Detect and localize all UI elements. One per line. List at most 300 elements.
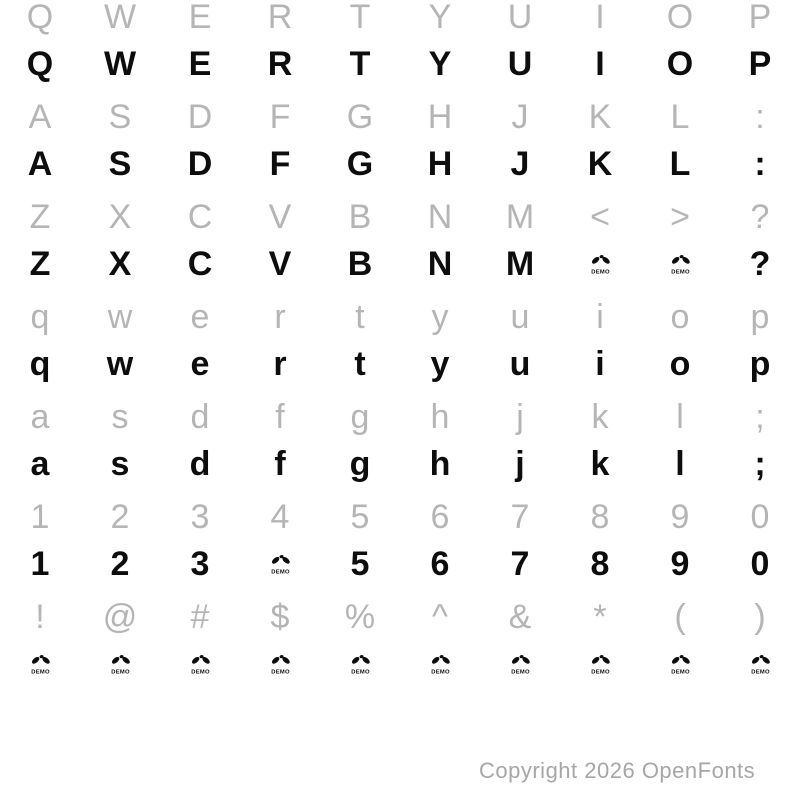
glyph-char: 3: [190, 545, 210, 583]
glyph-row-light: [0, 200, 800, 234]
glyph-cell: [0, 300, 80, 334]
glyph-char: %: [344, 598, 376, 636]
glyph-cell: [80, 534, 160, 600]
glyph-char: r: [274, 298, 286, 336]
demo-glyph-label: DEMO: [670, 268, 690, 275]
glyph-char: 2: [110, 498, 130, 536]
glyph-cell: [240, 600, 320, 634]
glyph-cell: [400, 34, 480, 100]
glyph-cell: [160, 100, 240, 134]
demo-glyph-label: DEMO: [350, 668, 370, 675]
glyph-cell: [400, 434, 480, 500]
demo-glyph-label: DEMO: [270, 568, 290, 575]
glyph-cell: [240, 234, 320, 300]
glyph-char: L: [670, 98, 690, 136]
glyph-cell: [320, 500, 400, 534]
glyph-cell: [80, 500, 160, 534]
glyph-cell: [160, 434, 240, 500]
demo-glyph-icon: [669, 653, 692, 676]
glyph-cell: [480, 0, 560, 34]
glyph-cell: [0, 500, 80, 534]
glyph-cell: [640, 634, 720, 700]
glyph-char: Q: [26, 0, 54, 36]
glyph-char: 1: [30, 545, 50, 583]
glyph-cell: [320, 234, 400, 300]
glyph-cell: [560, 0, 640, 34]
glyph-char: ): [754, 598, 766, 636]
glyph-char: 0: [750, 498, 770, 536]
glyph-cell: [320, 400, 400, 434]
glyph-cell: [480, 34, 560, 100]
glyph-char: *: [593, 598, 607, 636]
glyph-char: e: [190, 298, 210, 336]
glyph-cell: [720, 534, 800, 600]
glyph-cell: [80, 34, 160, 100]
glyph-cell: [640, 234, 720, 300]
glyph-char: a: [30, 398, 50, 436]
glyph-cell: [640, 500, 720, 534]
demo-glyph-label: DEMO: [670, 668, 690, 675]
glyph-char: 3: [190, 498, 210, 536]
glyph-cell: [720, 34, 800, 100]
glyph-cell: [560, 100, 640, 134]
glyph-cell: [560, 400, 640, 434]
glyph-cell: [80, 300, 160, 334]
glyph-cell: [560, 500, 640, 534]
glyph-char: (: [674, 598, 686, 636]
glyph-cell: [640, 34, 720, 100]
glyph-char: 2: [110, 545, 130, 583]
glyph-cell: [240, 100, 320, 134]
glyph-char: O: [666, 45, 694, 83]
glyph-cell: [320, 134, 400, 200]
glyph-cell: [400, 234, 480, 300]
glyph-cell: [160, 600, 240, 634]
glyph-char: g: [349, 445, 371, 483]
glyph-char: I: [595, 45, 605, 83]
glyph-char: X: [108, 245, 132, 283]
demo-glyph-label: DEMO: [430, 668, 450, 675]
glyph-cell: [0, 534, 80, 600]
glyph-char: B: [347, 245, 373, 283]
glyph-cell: [480, 134, 560, 200]
glyph-row-bold: [0, 334, 800, 400]
glyph-char: ?: [749, 245, 771, 283]
glyph-row-bold: [0, 434, 800, 500]
glyph-cell: [480, 200, 560, 234]
glyph-cell: [80, 334, 160, 400]
glyph-cell: [240, 634, 320, 700]
demo-glyph-icon: [669, 253, 692, 276]
glyph-char: T: [349, 0, 371, 36]
glyph-cell: [480, 100, 560, 134]
glyph-char: 5: [350, 498, 370, 536]
glyph-row-light: [0, 500, 800, 534]
glyph-cell: [160, 200, 240, 234]
glyph-cell: [160, 34, 240, 100]
glyph-cell: [160, 634, 240, 700]
glyph-cell: [720, 134, 800, 200]
glyph-char: g: [350, 398, 370, 436]
glyph-cell: [240, 434, 320, 500]
glyph-cell: [720, 100, 800, 134]
glyph-cell: [480, 334, 560, 400]
demo-glyph-icon: [589, 653, 612, 676]
glyph-char: A: [28, 98, 52, 136]
glyph-cell: [560, 134, 640, 200]
glyph-char: t: [355, 298, 365, 336]
glyph-char: >: [670, 198, 690, 236]
glyph-cell: [560, 300, 640, 334]
glyph-char: i: [595, 345, 605, 383]
glyph-char: R: [267, 0, 293, 36]
glyph-char: d: [189, 445, 211, 483]
glyph-cell: [560, 534, 640, 600]
glyph-char: V: [268, 245, 292, 283]
demo-glyph-icon: [749, 653, 772, 676]
glyph-cell: [240, 500, 320, 534]
glyph-cell: [160, 400, 240, 434]
glyph-char: !: [35, 598, 45, 636]
glyph-char: H: [427, 98, 453, 136]
glyph-cell: [320, 200, 400, 234]
glyph-char: q: [29, 345, 51, 383]
glyph-char: w: [106, 345, 134, 383]
glyph-cell: [320, 600, 400, 634]
glyph-row-bold: [0, 534, 800, 600]
glyph-cell: [240, 0, 320, 34]
glyph-char: U: [507, 0, 533, 36]
glyph-cell: [0, 634, 80, 700]
glyph-cell: [560, 634, 640, 700]
glyph-cell: [640, 200, 720, 234]
glyph-char: D: [187, 145, 213, 183]
glyph-char: G: [346, 98, 374, 136]
glyph-char: C: [187, 198, 213, 236]
glyph-cell: [80, 600, 160, 634]
glyph-cell: [0, 200, 80, 234]
glyph-cell: [400, 134, 480, 200]
glyph-row-light: [0, 300, 800, 334]
glyph-cell: [80, 634, 160, 700]
glyph-char: #: [190, 598, 210, 636]
glyph-cell: [720, 434, 800, 500]
glyph-char: o: [670, 298, 690, 336]
glyph-char: ?: [750, 198, 770, 236]
glyph-cell: [0, 134, 80, 200]
glyph-char: &: [508, 598, 532, 636]
demo-glyph-label: DEMO: [590, 668, 610, 675]
glyph-char: J: [511, 98, 529, 136]
glyph-cell: [640, 534, 720, 600]
glyph-cell: [0, 600, 80, 634]
demo-glyph-icon: [189, 653, 212, 676]
glyph-cell: [80, 234, 160, 300]
glyph-cell: [560, 234, 640, 300]
demo-glyph-icon: [269, 553, 292, 576]
footer-copyright: Copyright 2026 OpenFonts: [479, 758, 756, 783]
glyph-char: I: [595, 0, 605, 36]
glyph-char: J: [510, 145, 530, 183]
glyph-char: E: [188, 45, 212, 83]
glyph-char: y: [431, 298, 449, 336]
glyph-char: Q: [26, 45, 54, 83]
glyph-char: @: [102, 598, 138, 636]
demo-glyph-label: DEMO: [750, 668, 770, 675]
glyph-char: 7: [510, 545, 530, 583]
glyph-char: W: [103, 0, 137, 36]
glyph-cell: [400, 300, 480, 334]
demo-glyph-icon: [109, 653, 132, 676]
glyph-cell: [80, 0, 160, 34]
demo-glyph-icon: [429, 653, 452, 676]
glyph-char: d: [190, 398, 210, 436]
glyph-cell: [640, 0, 720, 34]
demo-glyph-icon: [349, 653, 372, 676]
glyph-char: s: [111, 398, 129, 436]
glyph-char: E: [188, 0, 212, 36]
glyph-cell: [640, 400, 720, 434]
demo-glyph-label: DEMO: [510, 668, 530, 675]
glyph-char: 7: [510, 498, 530, 536]
glyph-char: M: [505, 198, 535, 236]
glyph-char: s: [110, 445, 130, 483]
glyph-char: h: [430, 398, 450, 436]
glyph-char: Z: [29, 198, 51, 236]
glyph-char: 5: [350, 545, 370, 583]
glyph-cell: [160, 134, 240, 200]
glyph-cell: [720, 234, 800, 300]
glyph-char: t: [354, 345, 366, 383]
glyph-char: k: [591, 398, 609, 436]
glyph-cell: [80, 434, 160, 500]
glyph-cell: [0, 34, 80, 100]
glyph-row-light: [0, 100, 800, 134]
glyph-cell: [720, 200, 800, 234]
glyph-cell: [160, 234, 240, 300]
glyph-cell: [320, 300, 400, 334]
glyph-cell: [320, 334, 400, 400]
glyph-char: ;: [755, 398, 765, 436]
glyph-cell: [720, 300, 800, 334]
glyph-char: k: [590, 445, 610, 483]
glyph-char: 1: [30, 498, 50, 536]
glyph-char: Y: [428, 0, 452, 36]
glyph-row-bold: [0, 34, 800, 100]
glyph-cell: [320, 34, 400, 100]
glyph-char: f: [274, 445, 286, 483]
glyph-cell: [160, 0, 240, 34]
glyph-cell: [480, 500, 560, 534]
glyph-char: N: [427, 198, 453, 236]
glyph-cell: [240, 534, 320, 600]
glyph-cell: [320, 434, 400, 500]
glyph-char: h: [429, 445, 451, 483]
glyph-cell: [400, 500, 480, 534]
glyph-row-light: [0, 0, 800, 34]
glyph-cell: [560, 34, 640, 100]
glyph-char: X: [108, 198, 132, 236]
glyph-cell: [640, 134, 720, 200]
glyph-cell: [80, 134, 160, 200]
glyph-cell: [160, 534, 240, 600]
glyph-char: Z: [29, 245, 51, 283]
glyph-cell: [480, 600, 560, 634]
glyph-cell: [720, 334, 800, 400]
glyph-char: :: [754, 145, 766, 183]
glyph-cell: [400, 0, 480, 34]
glyph-char: R: [267, 45, 293, 83]
glyph-char: V: [268, 198, 292, 236]
glyph-cell: [240, 134, 320, 200]
glyph-cell: [80, 200, 160, 234]
glyph-char: T: [349, 45, 371, 83]
glyph-cell: [480, 434, 560, 500]
glyph-char: K: [588, 98, 612, 136]
glyph-cell: [80, 100, 160, 134]
glyph-char: B: [348, 198, 372, 236]
glyph-char: P: [748, 45, 772, 83]
glyph-char: u: [509, 345, 531, 383]
glyph-char: F: [269, 145, 291, 183]
glyph-char: O: [666, 0, 694, 36]
glyph-cell: [160, 500, 240, 534]
glyph-char: a: [30, 445, 50, 483]
glyph-cell: [240, 34, 320, 100]
glyph-cell: [640, 300, 720, 334]
glyph-cell: [320, 100, 400, 134]
glyph-cell: [160, 300, 240, 334]
glyph-cell: [400, 200, 480, 234]
glyph-char: 4: [270, 498, 290, 536]
glyph-char: ;: [754, 445, 766, 483]
glyph-char: w: [107, 298, 133, 336]
glyph-cell: [480, 300, 560, 334]
glyph-cell: [160, 334, 240, 400]
glyph-cell: [640, 434, 720, 500]
glyph-char: j: [516, 398, 524, 436]
demo-glyph-label: DEMO: [590, 268, 610, 275]
glyph-cell: [0, 0, 80, 34]
glyph-cell: [240, 400, 320, 434]
glyph-char: H: [427, 145, 453, 183]
glyph-cell: [240, 300, 320, 334]
glyph-cell: [480, 234, 560, 300]
glyph-cell: [320, 0, 400, 34]
glyph-char: W: [103, 45, 137, 83]
glyph-cell: [560, 434, 640, 500]
glyph-char: N: [427, 245, 453, 283]
glyph-char: f: [275, 398, 285, 436]
glyph-char: 6: [430, 498, 450, 536]
glyph-cell: [480, 634, 560, 700]
glyph-row-light: [0, 400, 800, 434]
glyph-char: j: [515, 445, 525, 483]
glyph-cell: [720, 600, 800, 634]
glyph-char: A: [27, 145, 53, 183]
demo-glyph-icon: [589, 253, 612, 276]
glyph-char: 9: [670, 498, 690, 536]
glyph-cell: [0, 100, 80, 134]
glyph-cell: [720, 400, 800, 434]
glyph-cell: [560, 600, 640, 634]
glyph-char: <: [590, 198, 610, 236]
glyph-char: P: [748, 0, 772, 36]
demo-glyph-label: DEMO: [270, 668, 290, 675]
demo-glyph-label: DEMO: [110, 668, 130, 675]
glyph-char: 9: [670, 545, 690, 583]
glyph-char: 0: [750, 545, 770, 583]
glyph-cell: [400, 600, 480, 634]
glyph-char: K: [587, 145, 613, 183]
glyph-cell: [0, 434, 80, 500]
glyph-char: G: [346, 145, 374, 183]
glyph-char: ^: [432, 598, 448, 636]
glyph-char: u: [510, 298, 530, 336]
demo-glyph-icon: [269, 653, 292, 676]
glyph-cell: [240, 200, 320, 234]
glyph-cell: [720, 500, 800, 534]
glyph-char: 8: [590, 545, 610, 583]
glyph-char: D: [187, 98, 213, 136]
glyph-cell: [480, 534, 560, 600]
glyph-cell: [720, 0, 800, 34]
glyph-char: $: [270, 598, 290, 636]
glyph-char: F: [269, 98, 291, 136]
glyph-char: p: [749, 345, 771, 383]
glyph-char: U: [507, 45, 533, 83]
glyph-cell: [400, 100, 480, 134]
glyph-row-bold: [0, 634, 800, 700]
glyph-char: Y: [428, 45, 452, 83]
glyph-char: L: [669, 145, 691, 183]
demo-glyph-label: DEMO: [30, 668, 50, 675]
glyph-char: 6: [430, 545, 450, 583]
glyph-cell: [400, 334, 480, 400]
glyph-cell: [0, 334, 80, 400]
glyph-cell: [720, 634, 800, 700]
glyph-char: :: [755, 98, 765, 136]
glyph-cell: [560, 334, 640, 400]
glyph-cell: [240, 334, 320, 400]
demo-glyph-icon: [29, 653, 52, 676]
glyph-char: p: [750, 298, 770, 336]
glyph-cell: [320, 634, 400, 700]
glyph-row-light: [0, 600, 800, 634]
glyph-char: M: [505, 245, 535, 283]
glyph-row-bold: [0, 134, 800, 200]
glyph-row-bold: [0, 234, 800, 300]
glyph-char: S: [108, 145, 132, 183]
glyph-cell: [400, 634, 480, 700]
glyph-cell: [400, 400, 480, 434]
glyph-char: 8: [590, 498, 610, 536]
glyph-cell: [640, 600, 720, 634]
glyph-cell: [80, 400, 160, 434]
demo-glyph-icon: [509, 653, 532, 676]
glyph-cell: [0, 400, 80, 434]
glyph-cell: [320, 534, 400, 600]
glyph-char: r: [273, 345, 287, 383]
glyph-char: l: [676, 398, 684, 436]
glyph-char: i: [596, 298, 604, 336]
glyph-cell: [400, 534, 480, 600]
glyph-char: o: [669, 345, 691, 383]
glyph-cell: [560, 200, 640, 234]
glyph-cell: [0, 234, 80, 300]
glyph-cell: [640, 334, 720, 400]
glyph-char: q: [30, 298, 50, 336]
